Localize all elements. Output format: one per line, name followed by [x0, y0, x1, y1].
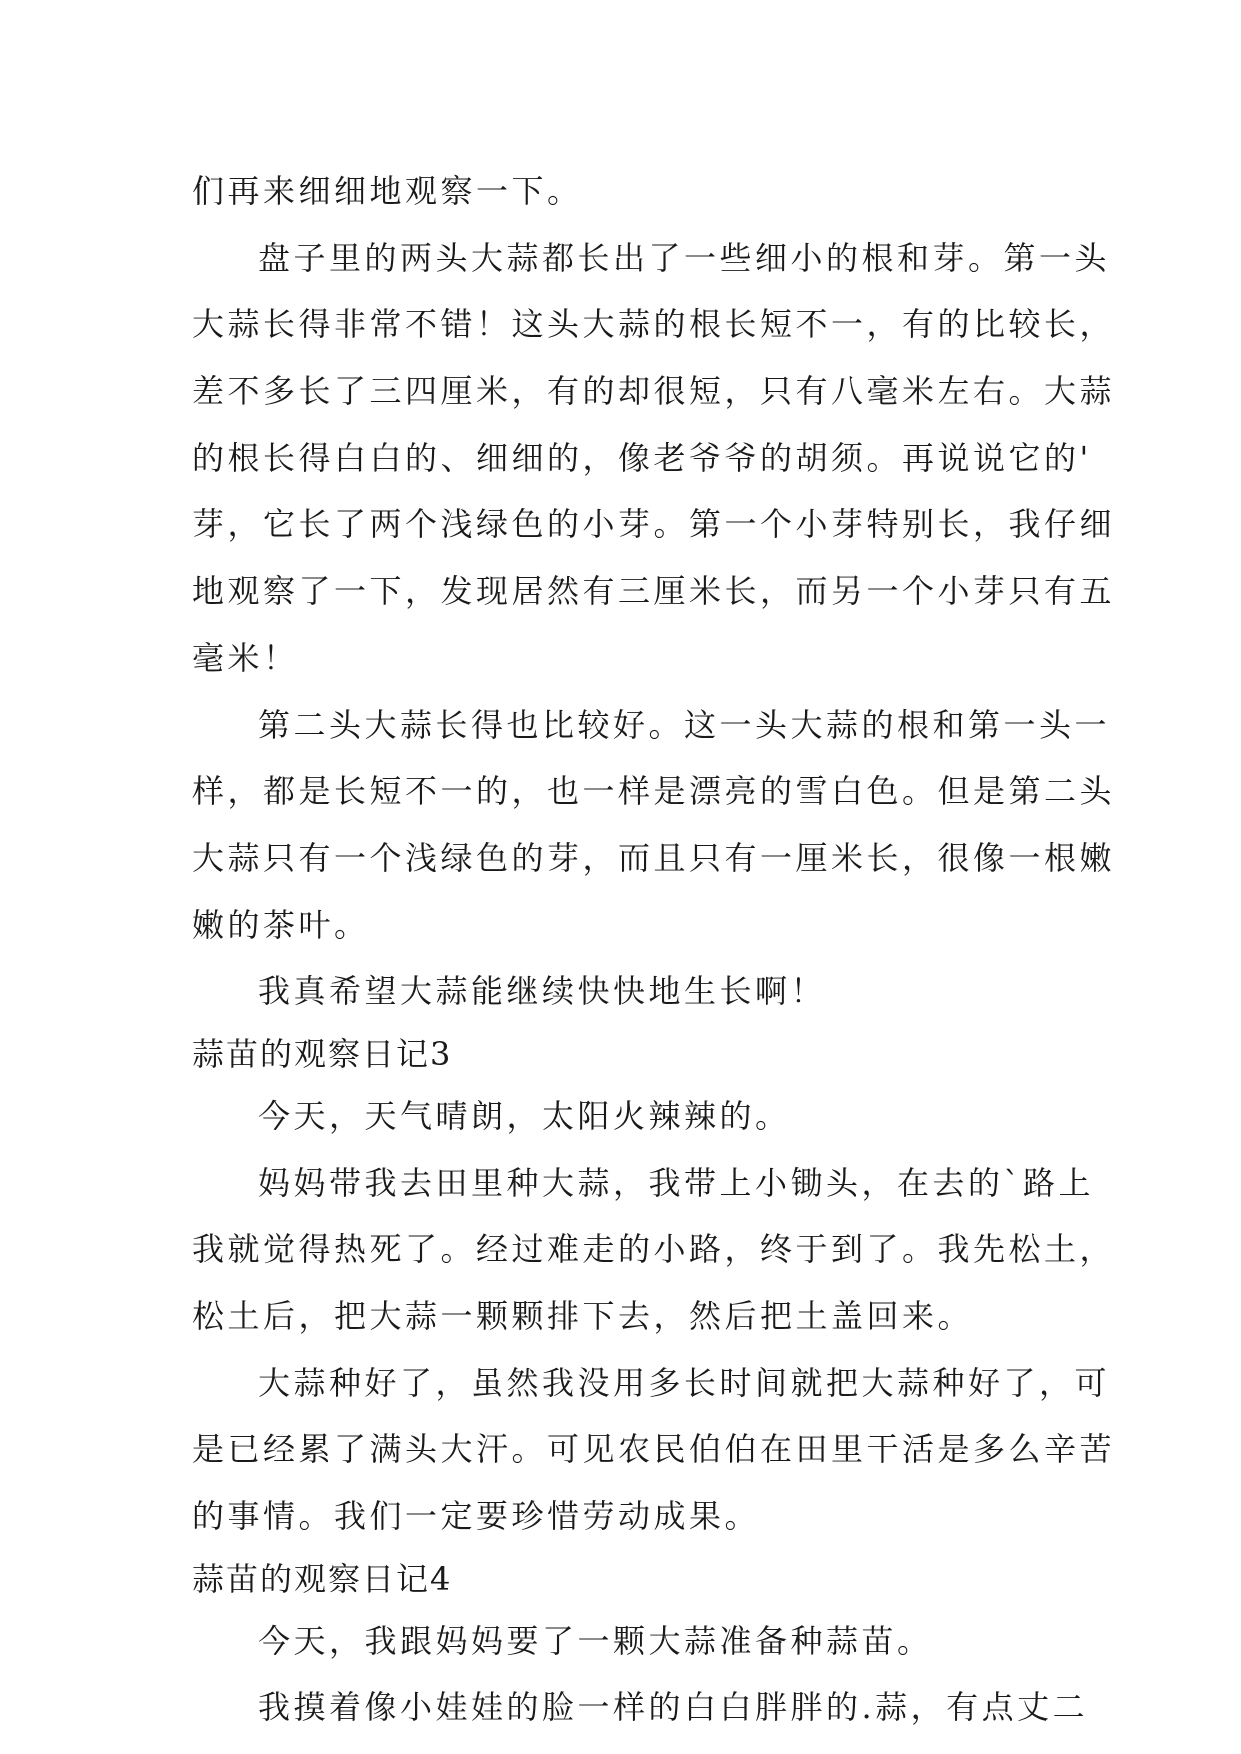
text-line: 的事情。我们一定要珍惜劳动成果。 — [192, 1497, 761, 1536]
text-line: 样，都是长短不一的，也一样是漂亮的雪白色。但是第二头 — [192, 772, 1116, 811]
document-page — [192, 158, 1116, 1741]
paragraph-start-line: 今天，我跟妈妈要了一颗大蒜准备种蒜苗。 — [258, 1621, 933, 1660]
text-line: 嫩的茶叶。 — [192, 905, 370, 944]
text-line: 是已经累了满头大汗。可见农民伯伯在田里干活是多么辛苦 — [192, 1430, 1116, 1469]
text-line: 的根长得白白的、细细的，像老爷爷的胡须。再说说它的' — [192, 438, 1092, 477]
paragraph-start-line: 我摸着像小娃娃的脸一样的白白胖胖的.蒜，有点丈二 — [258, 1688, 1089, 1727]
paragraph-start-line: 第二头大蒜长得也比较好。这一头大蒜的根和第一头一 — [258, 705, 1111, 744]
text-line: 松土后，把大蒜一颗颗排下去，然后把土盖回来。 — [192, 1297, 974, 1335]
paragraph-start-line: 我真希望大蒜能继续快快地生长啊！ — [258, 972, 827, 1011]
paragraph-start-line: 妈妈带我去田里种大蒜，我带上小锄头，在去的`路上 — [258, 1163, 1095, 1202]
section-heading: 蒜苗的观察日记4 — [192, 1559, 453, 1598]
paragraph-start-line: 今天，天气晴朗，太阳火辣辣的。 — [258, 1096, 791, 1135]
text-line: 我就觉得热死了。经过难走的小路，终于到了。我先松土， — [192, 1230, 1116, 1269]
text-line: 大蒜只有一个浅绿色的芽，而且只有一厘米长，很像一根嫩 — [192, 838, 1116, 877]
paragraph-start-line: 盘子里的两头大蒜都长出了一些细小的根和芽。第一头 — [258, 238, 1111, 277]
text-line: 大蒜长得非常不错！这头大蒜的根长短不一，有的比较长， — [192, 305, 1116, 344]
text-line: 差不多长了三四厘米，有的却很短，只有八毫米左右。大蒜 — [192, 372, 1116, 411]
section-heading: 蒜苗的观察日记3 — [192, 1034, 453, 1073]
text-line: 地观察了一下，发现居然有三厘米长，而另一个小芽只有五 — [192, 572, 1116, 611]
text-line: 们再来细细地观察一下。 — [192, 172, 583, 210]
paragraph-start-line: 大蒜种好了，虽然我没用多长时间就把大蒜种好了，可 — [258, 1363, 1111, 1402]
text-line: 芽，它长了两个浅绿色的小芽。第一个小芽特别长，我仔细 — [192, 505, 1116, 544]
text-line: 毫米！ — [192, 638, 299, 677]
